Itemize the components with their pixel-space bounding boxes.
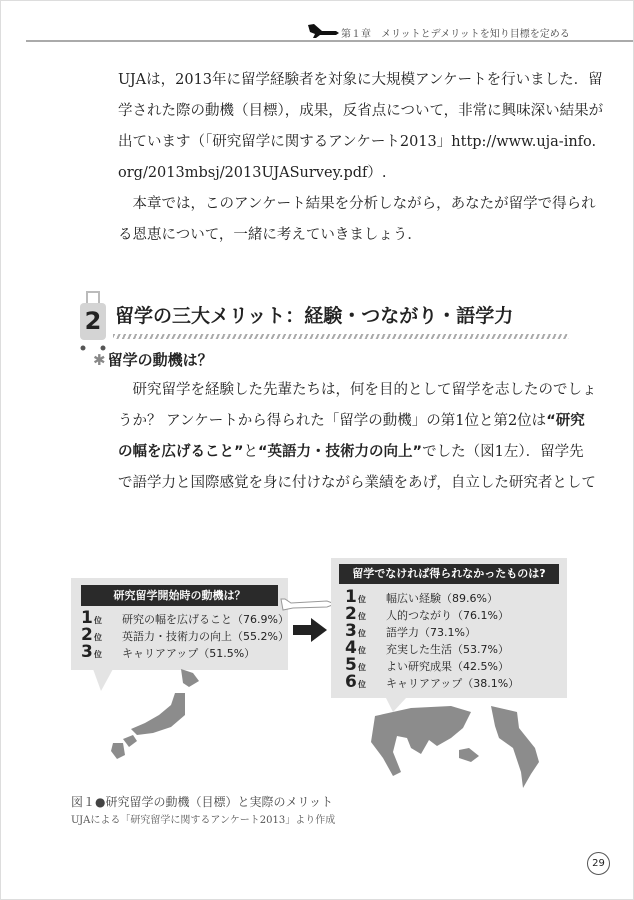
text-span: と	[243, 444, 259, 460]
section-heading	[73, 291, 569, 346]
emphasis-text: “英語力・技術力の向上”	[258, 444, 423, 460]
text-line	[118, 406, 585, 437]
intro-paragraph-1	[118, 65, 604, 189]
text-span: うか？ アンケートから得られた「留学の動機」の第1位と第2位は	[118, 413, 547, 429]
ranking-item	[345, 606, 567, 623]
ranking-item	[81, 627, 288, 644]
rank-text: よい研究成果（42.5%）	[386, 660, 509, 673]
text-line	[118, 375, 597, 406]
rank-unit: 位	[358, 663, 366, 672]
rank-unit: 位	[94, 633, 102, 642]
benefit-box	[331, 558, 567, 698]
header-rule	[26, 40, 633, 42]
text-line: org/2013mbsj/2013UJASurvey.pdf）.	[118, 165, 387, 181]
section-number: 2	[80, 303, 106, 340]
motivation-box-title: 研究留学開始時の動機は？	[81, 585, 278, 606]
airplane-illustration	[279, 593, 337, 613]
rank-number: 3	[81, 642, 93, 662]
rank-text: 幅広い経験（89.6%）	[386, 592, 498, 605]
text-line	[118, 468, 596, 499]
rank-number: 5	[345, 655, 357, 675]
rank-unit: 位	[358, 612, 366, 621]
text-line: る恩恵について，一緒に考えていきましょう．	[118, 227, 422, 243]
rank-number: 2	[345, 604, 357, 624]
rank-text: キャリアアップ（51.5%）	[122, 647, 256, 660]
figure-caption: 図１●研究留学の動機（目標）と実際のメリット	[71, 795, 333, 809]
emphasis-text: の幅を広げること”	[118, 444, 244, 460]
rank-unit: 位	[358, 680, 366, 689]
ranking-item	[345, 640, 567, 657]
ranking-item	[345, 589, 567, 606]
rank-text: 人的つながり（76.1%）	[386, 609, 509, 622]
motivation-box	[71, 578, 288, 670]
section-title: 留学の三大メリット：経験・つながり・語学力	[115, 305, 514, 327]
japan-map	[93, 669, 213, 761]
rank-unit: 位	[94, 650, 102, 659]
arrow-right-icon	[293, 618, 327, 642]
running-header: 第１章 メリットとデメリットを知り目標を定める	[341, 29, 570, 40]
hatched-rule	[113, 334, 569, 339]
intro-paragraph-2	[118, 189, 596, 251]
rank-unit: 位	[358, 595, 366, 604]
rank-number: 2	[81, 625, 93, 645]
rank-text: 語学力（73.1%）	[386, 626, 476, 639]
rank-unit: 位	[358, 646, 366, 655]
text-line: 学された際の動機（目標），成果，反省点について，非常に興味深い結果が	[118, 103, 604, 119]
figure-source: UJAによる「研究留学に関するアンケート2013」より作成	[71, 815, 336, 826]
subsection-heading	[93, 349, 213, 370]
rank-text: キャリアアップ（38.1%）	[386, 677, 520, 690]
body-paragraph	[118, 375, 597, 499]
rank-number: 4	[345, 638, 357, 658]
rank-unit: 位	[94, 616, 102, 625]
world-map	[371, 698, 551, 790]
page-number: 29	[587, 852, 610, 875]
emphasis-text: “研究	[546, 413, 585, 429]
ranking-item	[345, 623, 567, 640]
rank-number: 1	[345, 587, 357, 607]
benefit-box-title: 留学でなければ得られなかったものは?	[339, 564, 559, 584]
airplane-icon	[306, 23, 340, 39]
rank-number: 3	[345, 621, 357, 641]
ranking-item	[345, 657, 567, 674]
rank-number: 6	[345, 672, 357, 692]
text-line	[118, 437, 584, 468]
rank-text: 研究の幅を広げること（76.9%）	[122, 613, 289, 626]
ranking-item	[345, 674, 567, 691]
asterisk-icon: ✱	[93, 351, 106, 369]
ranking-item	[81, 644, 288, 661]
rank-unit: 位	[358, 629, 366, 638]
text-line: UJAは，2013年に留学経験者を対象に大規模アンケートを行いました．留	[118, 72, 603, 88]
text-line: 本章では，このアンケート結果を分析しながら，あなたが留学で得られ	[118, 196, 596, 212]
text-span: でした（図1左）．留学先	[422, 444, 584, 460]
subsection-title: 留学の動機は？	[107, 351, 213, 369]
text-line: 出ています（「研究留学に関するアンケート2013」http://www.uja-info.	[118, 134, 597, 150]
rank-number: 1	[81, 608, 93, 628]
rank-text: 英語力・技術力の向上（55.2%）	[122, 630, 289, 643]
rank-text: 充実した生活（53.7%）	[386, 643, 509, 656]
text-span: で語学力と国際感覚を身に付けながら業績をあげ，自立した研究者として	[118, 475, 596, 491]
ranking-item	[81, 610, 288, 627]
text-span: 研究留学を経験した先輩たちは，何を目的として留学を志したのでしょ	[118, 382, 597, 398]
